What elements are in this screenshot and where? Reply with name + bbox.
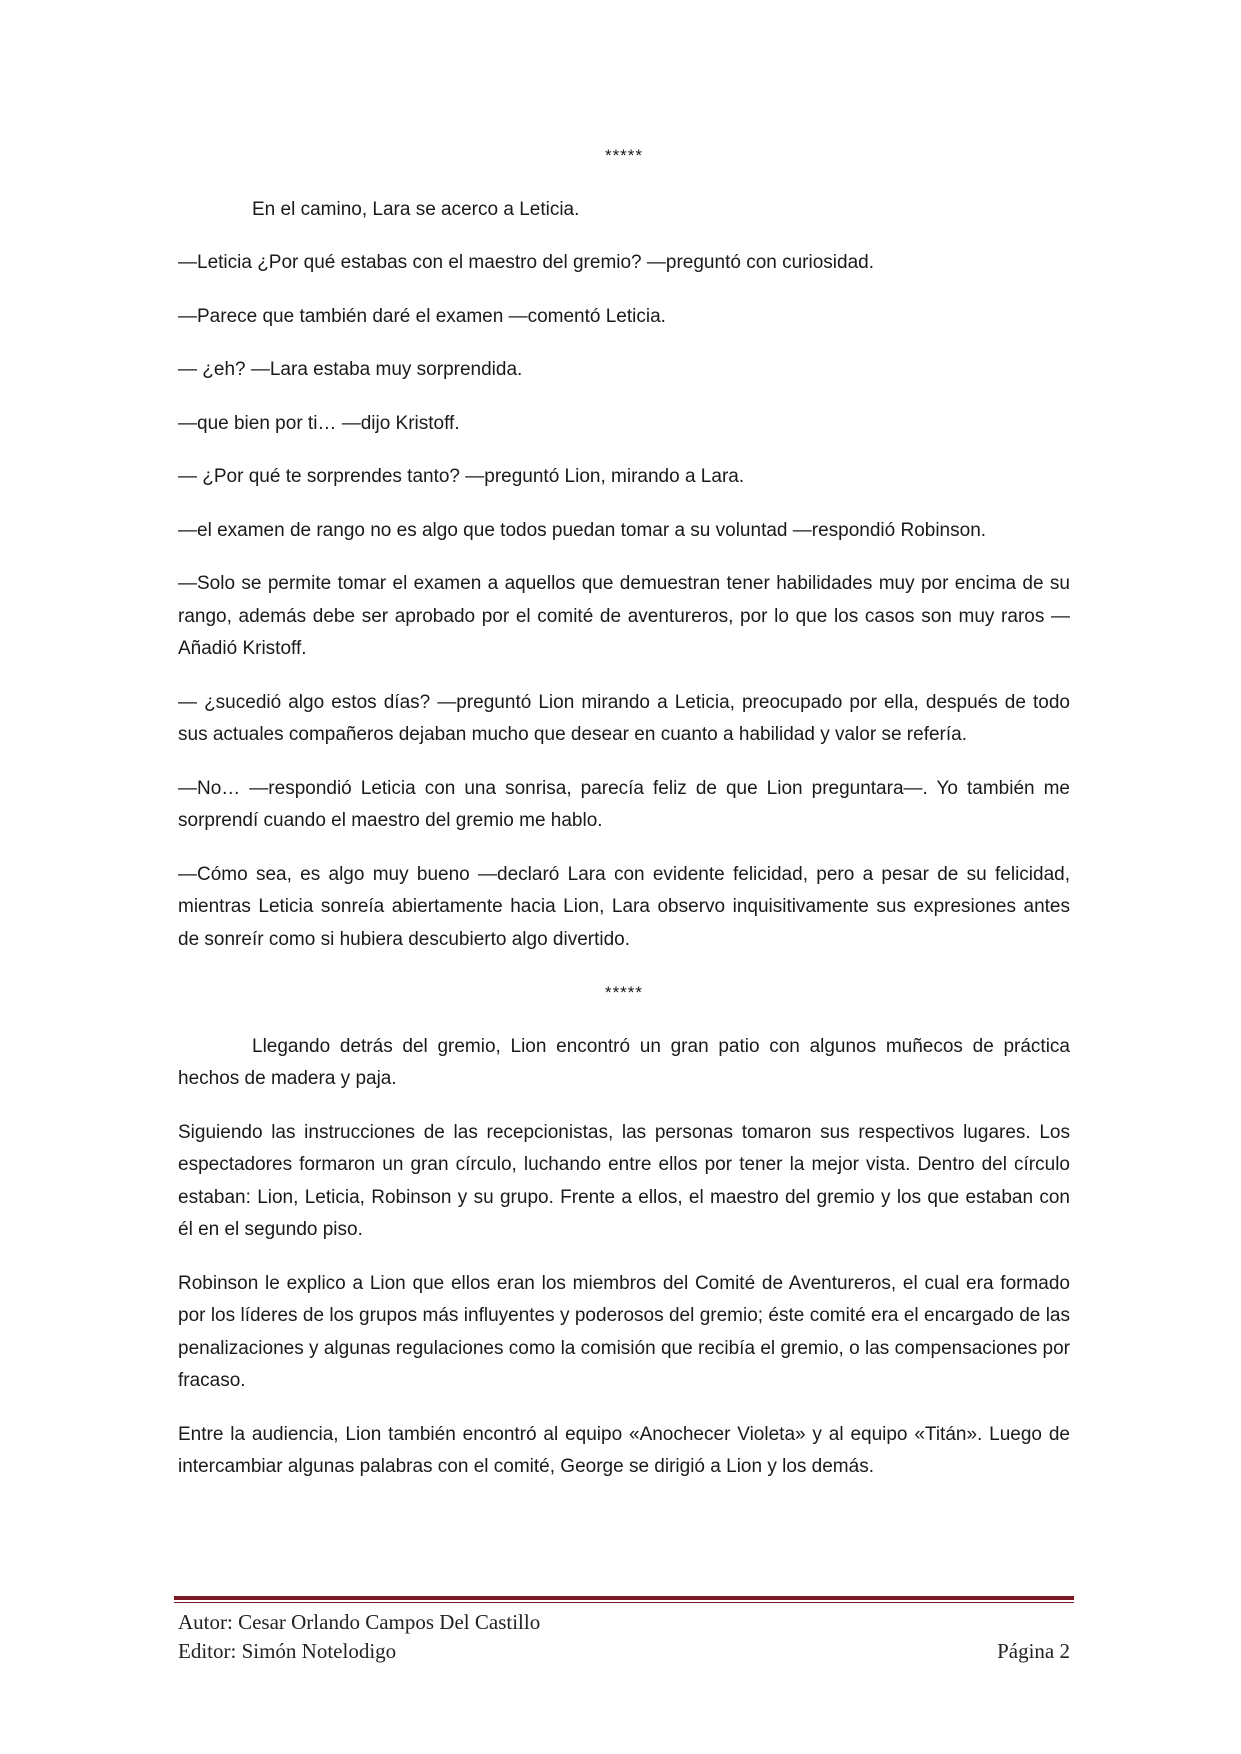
paragraph: Robinson le explico a Lion que ellos eran los miembros del Comité de Aventureros, el cual era formado por los líderes de los grupos más influyentes y poderosos del gremio; éste comité era el encargado de las penalizaciones y algunas regulaciones como la comisión que recibía el gremio, o las compensaciones por fracaso. — [178, 1272, 1070, 1391]
section-separator: ***** — [604, 146, 644, 165]
footer-rule — [174, 1596, 1074, 1600]
section-separator: ***** — [604, 983, 644, 1002]
paragraph: Siguiendo las instrucciones de las recepcionistas, las personas tomaron sus respectivos lugares. Los espectadores formaron un gran círculo, luchando entre ellos por tener la mejor vista. Dentro del círculo estaban: Lion, Leticia, Robinson y su grupo. Frente a ellos, el maestro del gremio y los que estaban con él en el segundo piso. — [178, 1121, 1070, 1240]
paragraph: —que bien por ti… —dijo Kristoff. — [178, 412, 460, 434]
paragraph: Llegando detrás del gremio, Lion encontró un gran patio con algunos muñecos de práctica hechos de madera y paja. — [178, 1035, 1070, 1089]
paragraph: — ¿Por qué te sorprendes tanto? —preguntó Lion, mirando a Lara. — [178, 466, 745, 487]
paragraph: —Cómo sea, es algo muy bueno —declaró Lara con evidente felicidad, pero a pesar de su felicidad, mientras Leticia sonreía abiertamente hacia Lion, Lara observo inquisitivamente sus expresiones antes de sonreír como si hubiera descubierto algo divertido. — [178, 863, 1070, 950]
paragraph: —Leticia ¿Por qué estabas con el maestro del gremio? —preguntó con curiosidad. — [178, 252, 874, 273]
footer-editor-row — [178, 1637, 1070, 1666]
paragraph: Entre la audiencia, Lion también encontró al equipo «Anochecer Violeta» y al equipo «Titán». Luego de intercambiar algunas palabras con el comité, George se dirigió a Lion y los demás. — [178, 1423, 1070, 1477]
paragraph: —No… —respondió Leticia con una sonrisa, parecía feliz de que Lion preguntara—. Yo también me sorprendí cuando el maestro del gremio me hablo. — [178, 777, 1070, 831]
body-text — [178, 140, 1070, 1505]
page-footer — [178, 1608, 1070, 1666]
footer-rule-thin — [174, 1602, 1074, 1603]
paragraph: —Parece que también daré el examen —comentó Leticia. — [178, 305, 666, 327]
paragraph: — ¿eh? —Lara estaba muy sorprendida. — [178, 359, 523, 380]
paragraph: En el camino, Lara se acerco a Leticia. — [252, 198, 580, 220]
paragraph: —el examen de rango no es algo que todos puedan tomar a su voluntad —respondió Robinson. — [178, 519, 987, 541]
footer-author-row — [178, 1608, 1070, 1637]
paragraph: — ¿sucedió algo estos días? —preguntó Lion mirando a Leticia, preocupado por ella, después de todo sus actuales compañeros dejaban mucho que desear en cuanto a habilidad y valor se refería. — [178, 691, 1070, 745]
paragraph: —Solo se permite tomar el examen a aquellos que demuestran tener habilidades muy por encima de su rango, además debe ser aprobado por el comité de aventureros, por lo que los casos son muy raros —Añadió Kristoff. — [178, 573, 1070, 659]
page-number: Página 2 — [997, 1639, 1070, 1663]
footer-editor: Editor: Simón Notelodigo — [178, 1639, 397, 1663]
footer-author: Autor: Cesar Orlando Campos Del Castillo — [178, 1610, 541, 1634]
